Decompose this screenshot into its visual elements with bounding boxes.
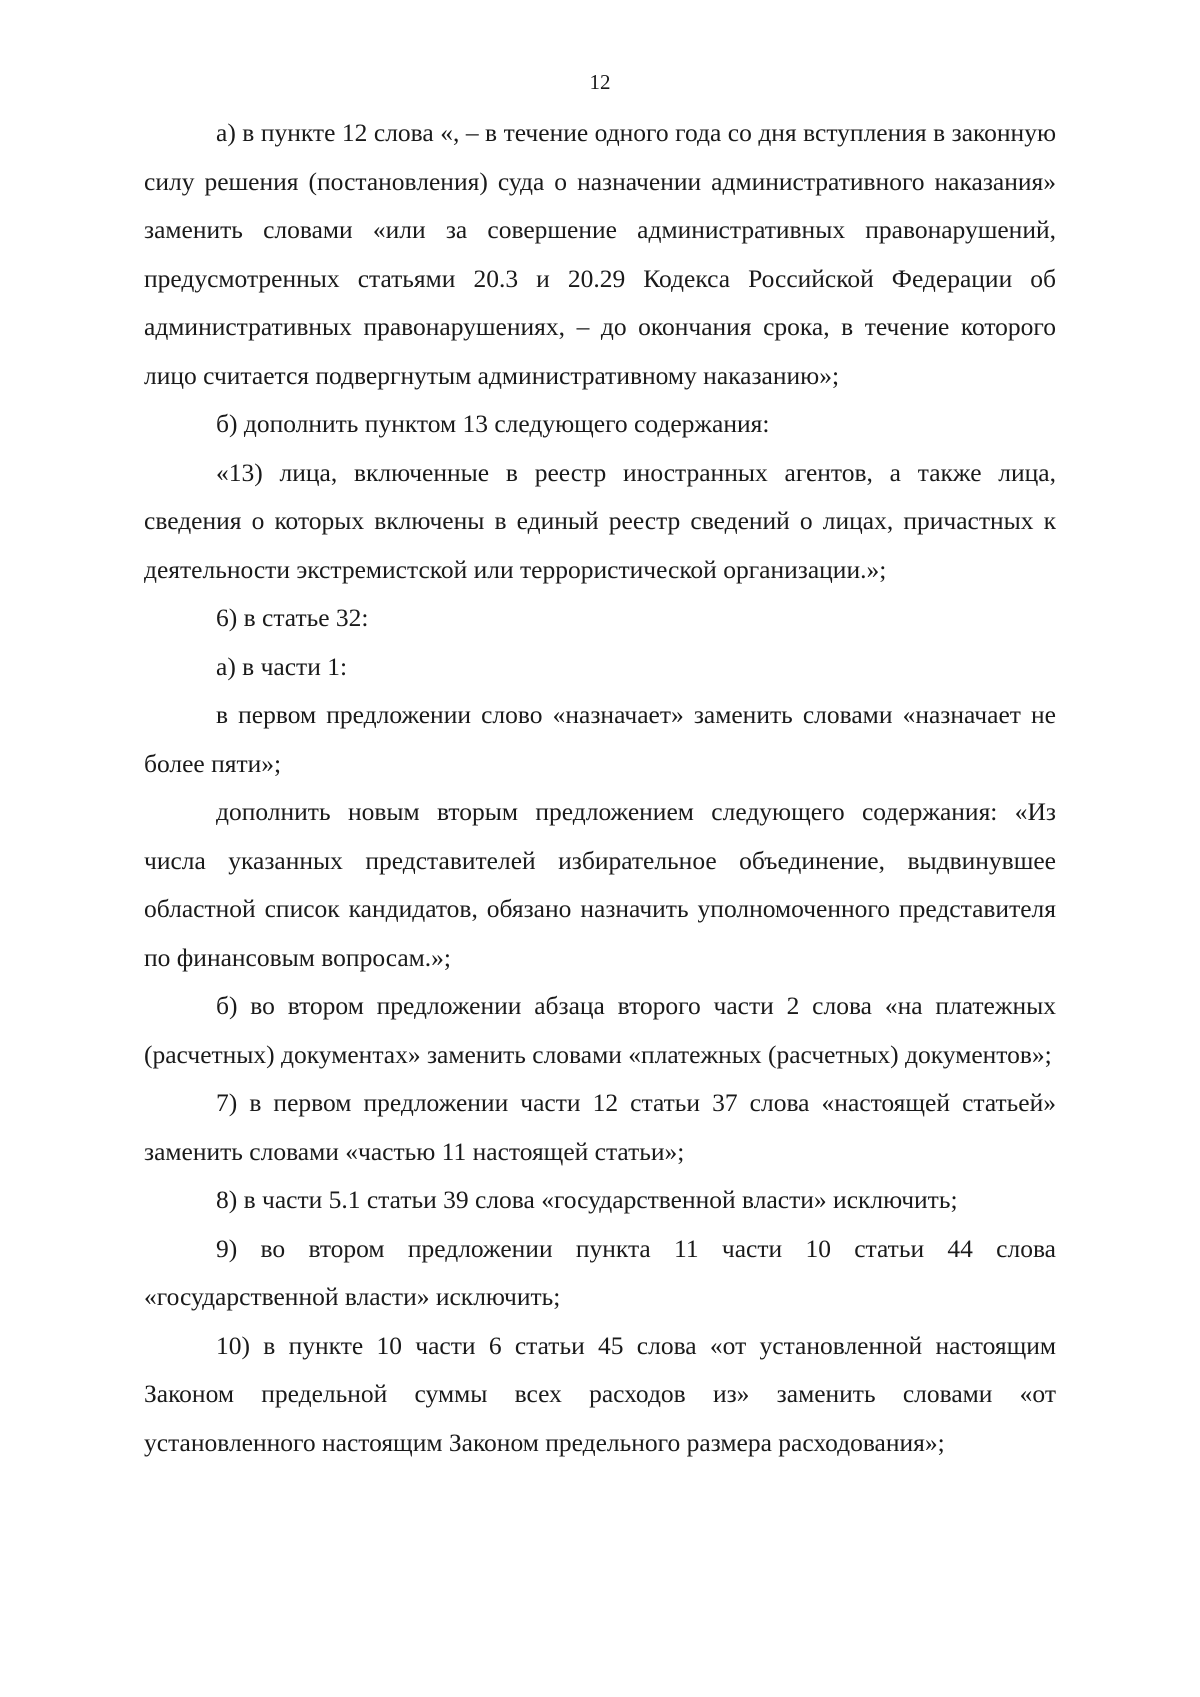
paragraph-item-b-part-2: б) во втором предложении абзаца второго части 2 слова «на платежных (расчетных) документах» заменить словами «платежных (расчетных) документов»; [144,991,1056,1069]
document-body [144,109,1056,1467]
paragraph-item-9-article-44: 9) во втором предложении пункта 11 части 10 статьи 44 слова «государственной власти» исключить; [144,1233,1056,1311]
paragraph-quoted-punkt-13: «13) лица, включенные в реестр иностранных агентов, а также лица, сведения о которых включены в единый реестр сведений о лицах, причастных к деятельности экстремистской или террористической организации.»; [144,457,1056,584]
paragraph-second-sentence: дополнить новым вторым предложением следующего содержания: «Из числа указанных представителей избирательное объединение, выдвинувшее областной список кандидатов, обязано назначить уполномоченного представителя по финансовым вопросам.»; [144,797,1056,972]
paragraph-item-b-punkt-13: б) дополнить пунктом 13 следующего содержания: [216,409,770,438]
paragraph-item-6-article-32: 6) в статье 32: [216,603,369,632]
page-number: 12 [589,70,611,94]
paragraph-first-sentence: в первом предложении слово «назначает» заменить словами «назначает не более пяти»; [144,700,1056,778]
paragraph-item-7-article-37: 7) в первом предложении части 12 статьи 37 слова «настоящей статьей» заменить словами «частью 11 настоящей статьи»; [144,1088,1056,1166]
paragraph-item-10-article-45: 10) в пункте 10 части 6 статьи 45 слова «от установленной настоящим Законом предельной суммы всех расходов из» заменить словами «от установленного настоящим Законом предельного размера расходования»; [144,1330,1056,1457]
paragraph-item-a-part-1: а) в части 1: [216,651,348,681]
paragraph-item-8-article-39: 8) в части 5.1 статьи 39 слова «государственной власти» исключить; [216,1185,958,1214]
paragraph-item-a-punkt-12: а) в пункте 12 слова «, – в течение одного года со дня вступления в законную силу решения (постановления) суда о назначении административного наказания» заменить словами «или за совершение административных правонарушений, предусмотренных статьями 20.3 и 20.29 Кодекса Российской Федерации об административных правонарушениях, – до окончания срока, в течение которого лицо считается подвергнутым административному наказанию»; [144,118,1056,390]
